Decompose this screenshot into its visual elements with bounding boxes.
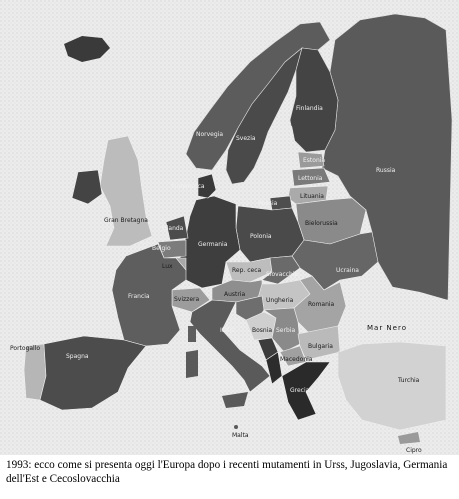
map-caption: 1993: ecco come si presenta oggi l'Europa dopo i recenti mutamenti in Urss, Jugoslavia, Germania dell'Est e Cecoslovacchia [6,459,448,485]
label-belgio: Belgio [152,245,171,252]
label-germania: Germania [198,241,228,248]
label-malta: Malta [232,432,249,439]
label-portogallo: Portogallo [10,345,41,352]
label-macedonia: Macedonia [280,356,313,363]
label-lux: Lux [162,263,173,270]
label-rep-ceca: Rep. ceca [232,267,262,274]
label-olanda: Olanda [162,225,184,232]
region-sardegna [186,350,198,378]
label-austria: Austria [224,291,246,298]
label-lettonia: Lettonia [298,175,323,182]
label-slovacchia: Slovacchia [266,271,299,278]
label-estonia: Estonia [303,157,326,164]
label-cipro: Cipro [406,447,422,454]
region-malta [234,425,238,429]
label-turchia: Turchia [398,377,420,384]
label-mar-nero: Mar Nero [367,324,407,332]
label-romania: Romania [308,301,335,308]
label-bosnia: Bosnia [252,327,273,334]
label-norvegia: Norvegia [196,131,224,138]
region-corsica [188,326,196,342]
label-svizzera: Svizzera [174,296,200,303]
label-bielorussia: Bielorussia [305,220,338,227]
label-gran-bretagna: Gran Bretagna [104,217,148,224]
label-russia: Russia [376,167,396,174]
label-spagna: Spagna [66,353,89,360]
label-russia-kaliningrad: Russia [258,200,278,207]
label-finlandia: Finlandia [296,105,323,112]
label-grecia: Grecia [290,387,310,394]
label-bulgaria: Bulgaria [308,343,333,350]
label-francia: Francia [128,293,150,300]
label-polonia: Polonia [250,233,272,240]
label-lituania: Lituania [300,193,324,200]
label-svezia: Svezia [236,135,256,142]
label-serbia: Serbia [276,327,296,334]
label-ungheria: Ungheria [266,297,294,304]
label-danimarca: Danimarca [172,183,205,190]
label-italia: Italia [220,327,235,334]
label-ucraina: Ucraina [336,267,359,274]
